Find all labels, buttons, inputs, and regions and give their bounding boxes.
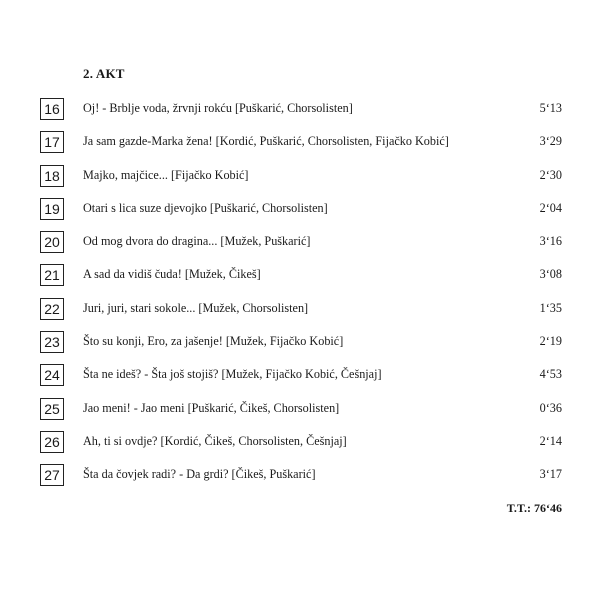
track-title: Otari s lica suze djevojko [Puškarić, Chorsolisten] [83, 200, 328, 215]
track-number: 23 [40, 331, 64, 353]
track-number: 21 [40, 264, 64, 286]
track-row [40, 264, 570, 286]
track-row [40, 231, 570, 253]
track-list [40, 98, 570, 498]
track-row [40, 398, 570, 420]
track-number: 19 [40, 198, 64, 220]
track-row [40, 464, 570, 486]
track-row [40, 165, 570, 187]
total-time: T.T.: 76‘46 [506, 501, 562, 515]
track-number: 17 [40, 131, 64, 153]
track-row [40, 98, 570, 120]
track-title: Oj! - Brblje voda, žrvnji rokću [Puškarić, Chorsolisten] [83, 101, 353, 115]
track-duration: 0‘36 [539, 400, 562, 415]
track-duration: 1‘35 [539, 300, 562, 315]
track-row [40, 198, 570, 220]
track-title: Majko, majčice... [Fijačko Kobić] [83, 167, 249, 182]
track-title: Ja sam gazde-Marka žena! [Kordić, Puškarić, Chorsolisten, Fijačko Kobić] [83, 134, 449, 149]
track-title: Šta da čovjek radi? - Da grdi? [Čikeš, Puškarić] [83, 467, 316, 482]
track-number: 26 [40, 431, 64, 453]
track-duration: 3‘16 [539, 234, 562, 249]
track-number: 18 [40, 165, 64, 187]
track-title: Šta ne ideš? - Šta još stojiš? [Mužek, Fijačko Kobić, Češnjaj] [83, 367, 382, 382]
track-duration: 3‘29 [539, 134, 562, 149]
track-number: 20 [40, 231, 64, 253]
track-title: Od mog dvora do dragina... [Mužek, Puškarić] [83, 234, 311, 249]
track-number: 22 [40, 298, 64, 320]
track-title: A sad da vidiš čuda! [Mužek, Čikeš] [83, 267, 261, 282]
track-duration: 3‘17 [539, 467, 562, 482]
track-duration: 2‘19 [539, 334, 562, 349]
track-title: Juri, juri, stari sokole... [Mužek, Chorsolisten] [83, 300, 309, 315]
track-title: Što su konji, Ero, za jašenje! [Mužek, Fijačko Kobić] [83, 334, 344, 349]
track-number: 25 [40, 398, 64, 420]
track-row [40, 431, 570, 453]
track-number: 27 [40, 464, 64, 486]
track-duration: 3‘08 [539, 267, 562, 282]
track-duration: 2‘30 [539, 167, 562, 182]
track-row [40, 331, 570, 353]
track-duration: 2‘14 [539, 433, 562, 448]
track-number: 24 [40, 364, 64, 386]
track-duration: 5‘13 [539, 101, 562, 115]
track-duration: 4‘53 [539, 367, 562, 382]
track-row [40, 298, 570, 320]
track-title: Jao meni! - Jao meni [Puškarić, Čikeš, Chorsolisten] [83, 400, 340, 415]
act-heading: 2. AKT [83, 66, 125, 81]
track-duration: 2‘04 [539, 200, 562, 215]
track-title: Ah, ti si ovdje? [Kordić, Čikeš, Chorsolisten, Češnjaj] [83, 433, 347, 448]
track-row [40, 131, 570, 153]
track-number: 16 [40, 98, 64, 120]
track-row [40, 364, 570, 386]
